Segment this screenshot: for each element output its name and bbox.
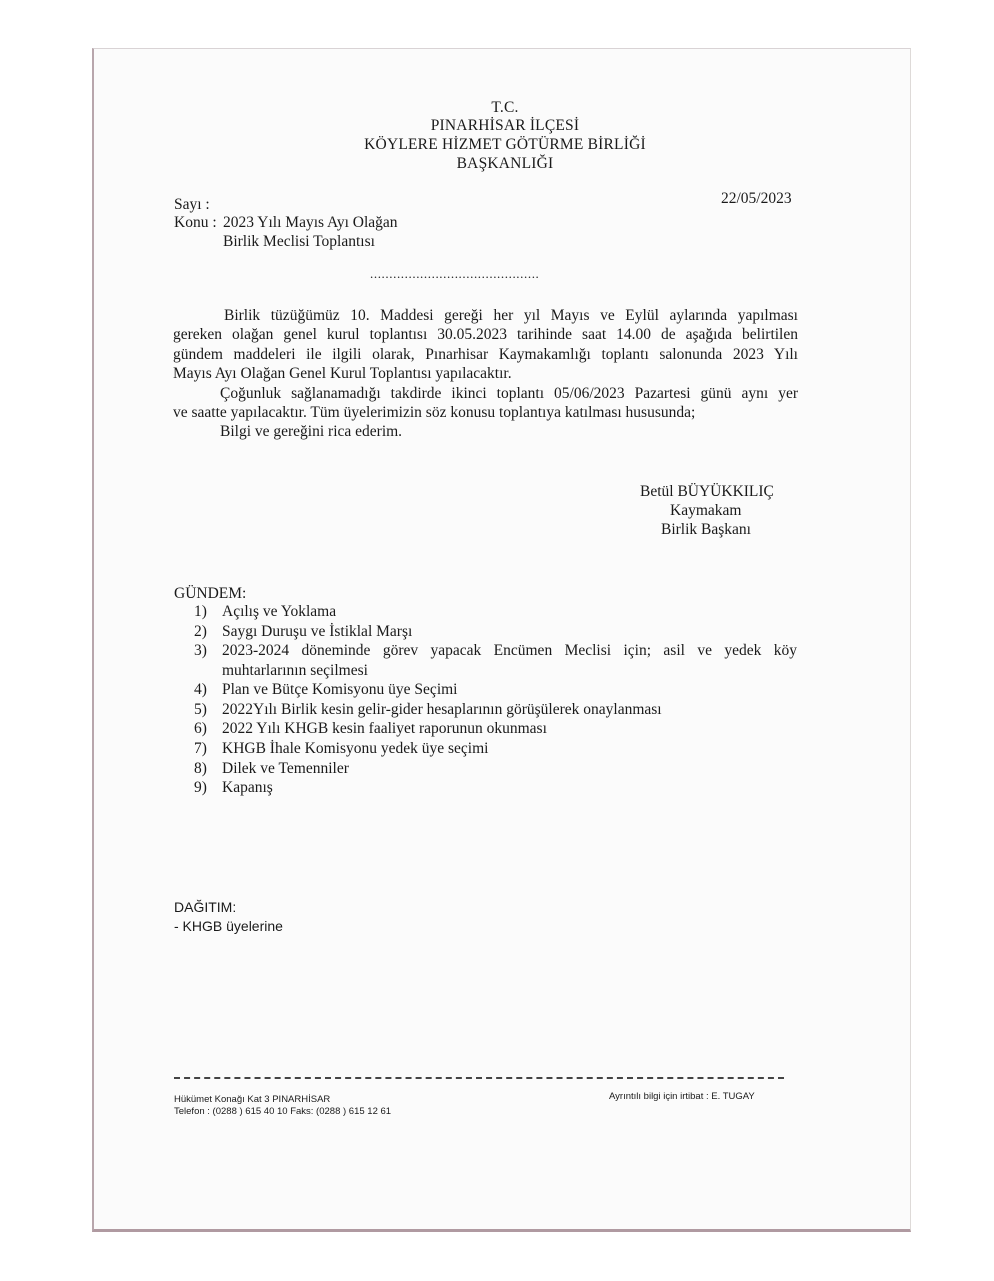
paragraph-3 [173,422,798,441]
p2-line-1: Çoğunluk sağlanamadığı takdirde ikinci toplantı 05/06/2023 Pazartesi günü aynı yer [220,384,798,402]
distribution-item: - KHGB üyelerine [174,918,283,934]
footer-address: Hükümet Konağı Kat 3 PINARHİSAR [174,1094,331,1105]
agenda-item-text: Plan ve Bütçe Komisyonu üye Seçimi [222,681,458,699]
distribution-heading: DAĞITIM: [174,899,237,915]
footer-contact: Ayrıntılı bilgi için irtibat : E. TUGAY [609,1091,755,1102]
agenda-item-number: 3) [194,642,207,660]
separator-dots: ............................................ [370,266,540,281]
agenda-item-number: 8) [194,759,207,777]
header-district: PINARHİSAR İLÇESİ [430,117,580,134]
agenda-item-text: 2022 Yılı KHGB kesin faaliyet raporunun okunması [222,720,547,738]
header-presidency: BAŞKANLIĞI [456,155,554,172]
agenda-item-text: Dilek ve Temenniler [222,759,349,777]
agenda-item-number: 7) [194,739,207,757]
p1-line-1: Birlik tüzüğümüz 10. Maddesi gereği her yıl Mayıs ve Eylül aylarında yapılması [224,307,798,324]
p2-line-2: ve saatte yapılacaktır. Tüm üyelerimizin söz konusu toplantıya katılması hususunda; [173,404,696,422]
signatory-title-1: Kaymakam [670,502,742,519]
paragraph-1 [173,306,798,384]
agenda-item-text: Kapanış [222,779,273,797]
agenda-item-number: 1) [194,603,207,620]
sayi-label: Sayı : [174,196,210,213]
agenda-heading: GÜNDEM: [174,585,247,602]
p1-line-4: Mayıs Ayı Olağan Genel Kurul Toplantısı yapılacaktır. [173,365,512,383]
agenda-item-number: 9) [194,779,207,797]
agenda-item-text: 2023-2024 döneminde görev yapacak Encümen Meclisi için; asil ve yedek köy muhtarlarının seçilmesi [222,642,797,679]
p3-line: Bilgi ve gereğini rica ederim. [220,423,403,441]
agenda-item-number: 2) [194,622,207,640]
konu-label: Konu : [174,214,217,231]
signatory-name: Betül BÜYÜKKILIÇ [640,483,774,500]
konu-line-1: 2023 Yılı Mayıs Ayı Olağan [223,214,398,231]
agenda-item-number: 6) [194,720,207,738]
body-text [173,306,798,442]
agenda-item-text: KHGB İhale Komisyonu yedek üye seçimi [222,739,489,757]
header-tc: T.C. [491,99,519,116]
agenda-item-number: 5) [194,700,207,718]
document-date: 22/05/2023 [721,190,792,207]
p1-line-3: gündem maddeleri ile ilgili olarak, Pınarhisar Kaymakamlığı toplantı salonunda 2023 Yılı [173,345,798,363]
header-union: KÖYLERE HİZMET GÖTÜRME BİRLİĞİ [364,136,646,153]
p1-line-2: gereken olağan genel kurul toplantısı 30.05.2023 tarihinde saat 14.00 de aşağıda belirtilen [173,326,798,344]
agenda-item-text: 2022Yılı Birlik kesin gelir-gider hesaplarının görüşülerek onaylanması [222,700,662,718]
signatory-title-2: Birlik Başkanı [661,521,751,538]
footer-divider [174,1077,784,1079]
agenda-item-text: Açılış ve Yoklama [222,603,337,620]
paragraph-2 [173,384,798,423]
footer-phone: Telefon : (0288 ) 615 40 10 Faks: (0288 ) 615 12 61 [174,1106,392,1117]
konu-line-2: Birlik Meclisi Toplantısı [223,233,375,250]
agenda-item-number: 4) [194,681,207,699]
agenda-item-text: Saygı Duruşu ve İstiklal Marşı [222,622,413,640]
